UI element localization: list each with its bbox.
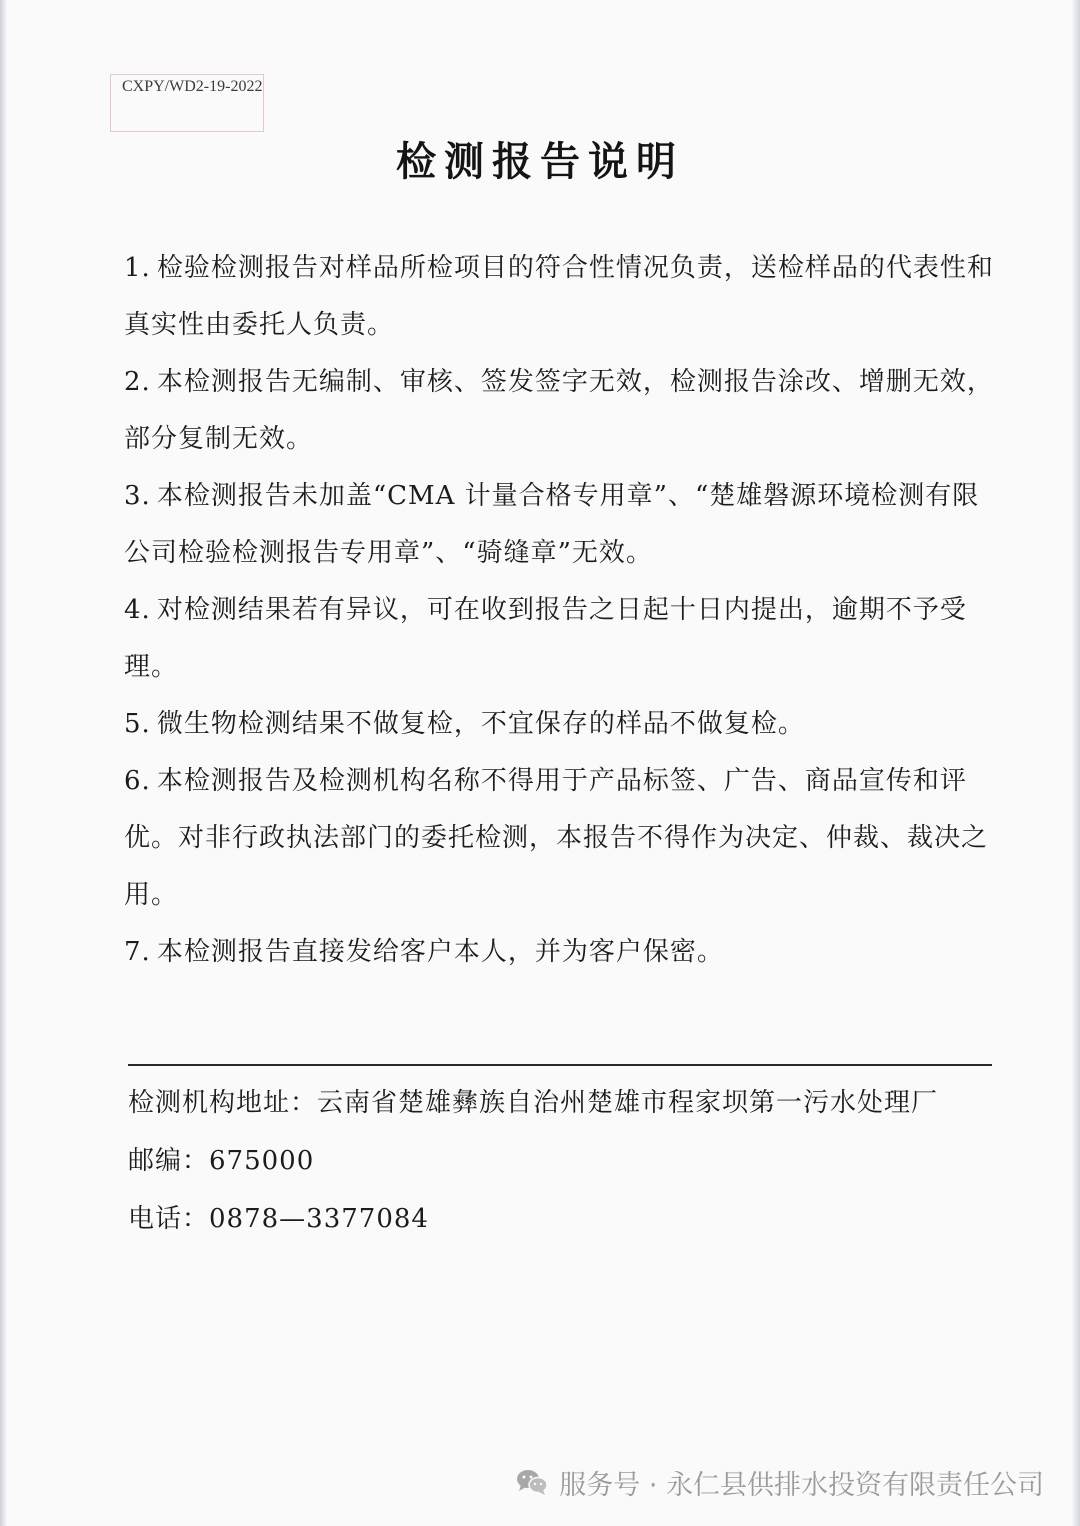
address-line bbox=[128, 1074, 1008, 1132]
list-item bbox=[124, 924, 1004, 981]
notes-list bbox=[124, 240, 1004, 981]
item-number: 5. bbox=[124, 709, 151, 739]
page-edge-right bbox=[1072, 0, 1080, 1526]
document-code: CXPY/WD2-19-2022 bbox=[122, 78, 263, 95]
item-number: 7. bbox=[124, 937, 151, 967]
address-value: 云南省楚雄彝族自治州楚雄市程家坝第一污水处理厂 bbox=[317, 1088, 939, 1118]
list-item bbox=[124, 468, 1004, 582]
wechat-icon bbox=[515, 1467, 549, 1497]
postcode-value: 675000 bbox=[209, 1146, 315, 1176]
page-title: 检测报告说明 bbox=[396, 139, 684, 185]
list-item bbox=[124, 696, 1004, 753]
phone-line bbox=[128, 1190, 1008, 1248]
item-text: 本检测报告无编制、审核、签发签字无效，检测报告涂改、增删无效，部分复制无效。 bbox=[124, 367, 994, 454]
item-number: 3. bbox=[124, 481, 151, 511]
list-item bbox=[124, 354, 1004, 468]
divider-line bbox=[128, 1064, 992, 1066]
list-item bbox=[124, 240, 1004, 354]
item-number: 2. bbox=[124, 367, 151, 397]
footer-text: 服务号 · 永仁县供排水投资有限责任公司 bbox=[559, 1469, 1044, 1501]
item-text: 检验检测报告对样品所检项目的符合性情况负责，送检样品的代表性和真实性由委托人负责。 bbox=[124, 253, 994, 340]
item-text: 本检测报告未加盖“CMA 计量合格专用章”、“楚雄磐源环境检测有限公司检验检测报告专用章”、“骑缝章”无效。 bbox=[124, 481, 980, 568]
postcode-label: 邮编： bbox=[128, 1146, 210, 1176]
item-text: 本检测报告及检测机构名称不得用于产品标签、广告、商品宣传和评优。对非行政执法部门的委托检测，本报告不得作为决定、仲裁、裁决之用。 bbox=[124, 766, 989, 910]
item-text: 本检测报告直接发给客户本人，并为客户保密。 bbox=[156, 937, 724, 967]
item-number: 6. bbox=[124, 766, 151, 796]
contact-block bbox=[128, 1074, 1008, 1248]
item-text: 对检测结果若有异议，可在收到报告之日起十日内提出，逾期不予受理。 bbox=[124, 595, 967, 682]
page-edge-left bbox=[0, 0, 6, 1526]
list-item bbox=[124, 753, 1004, 924]
item-number: 1. bbox=[124, 253, 151, 283]
phone-value: 0878—3377084 bbox=[209, 1204, 429, 1234]
phone-label: 电话： bbox=[128, 1204, 210, 1234]
item-number: 4. bbox=[124, 595, 151, 625]
postcode-line bbox=[128, 1132, 1008, 1190]
address-label: 检测机构地址： bbox=[128, 1088, 318, 1118]
list-item bbox=[124, 582, 1004, 696]
item-text: 微生物检测结果不做复检，不宜保存的样品不做复检。 bbox=[156, 709, 805, 739]
watermark-footer bbox=[515, 1460, 1044, 1504]
